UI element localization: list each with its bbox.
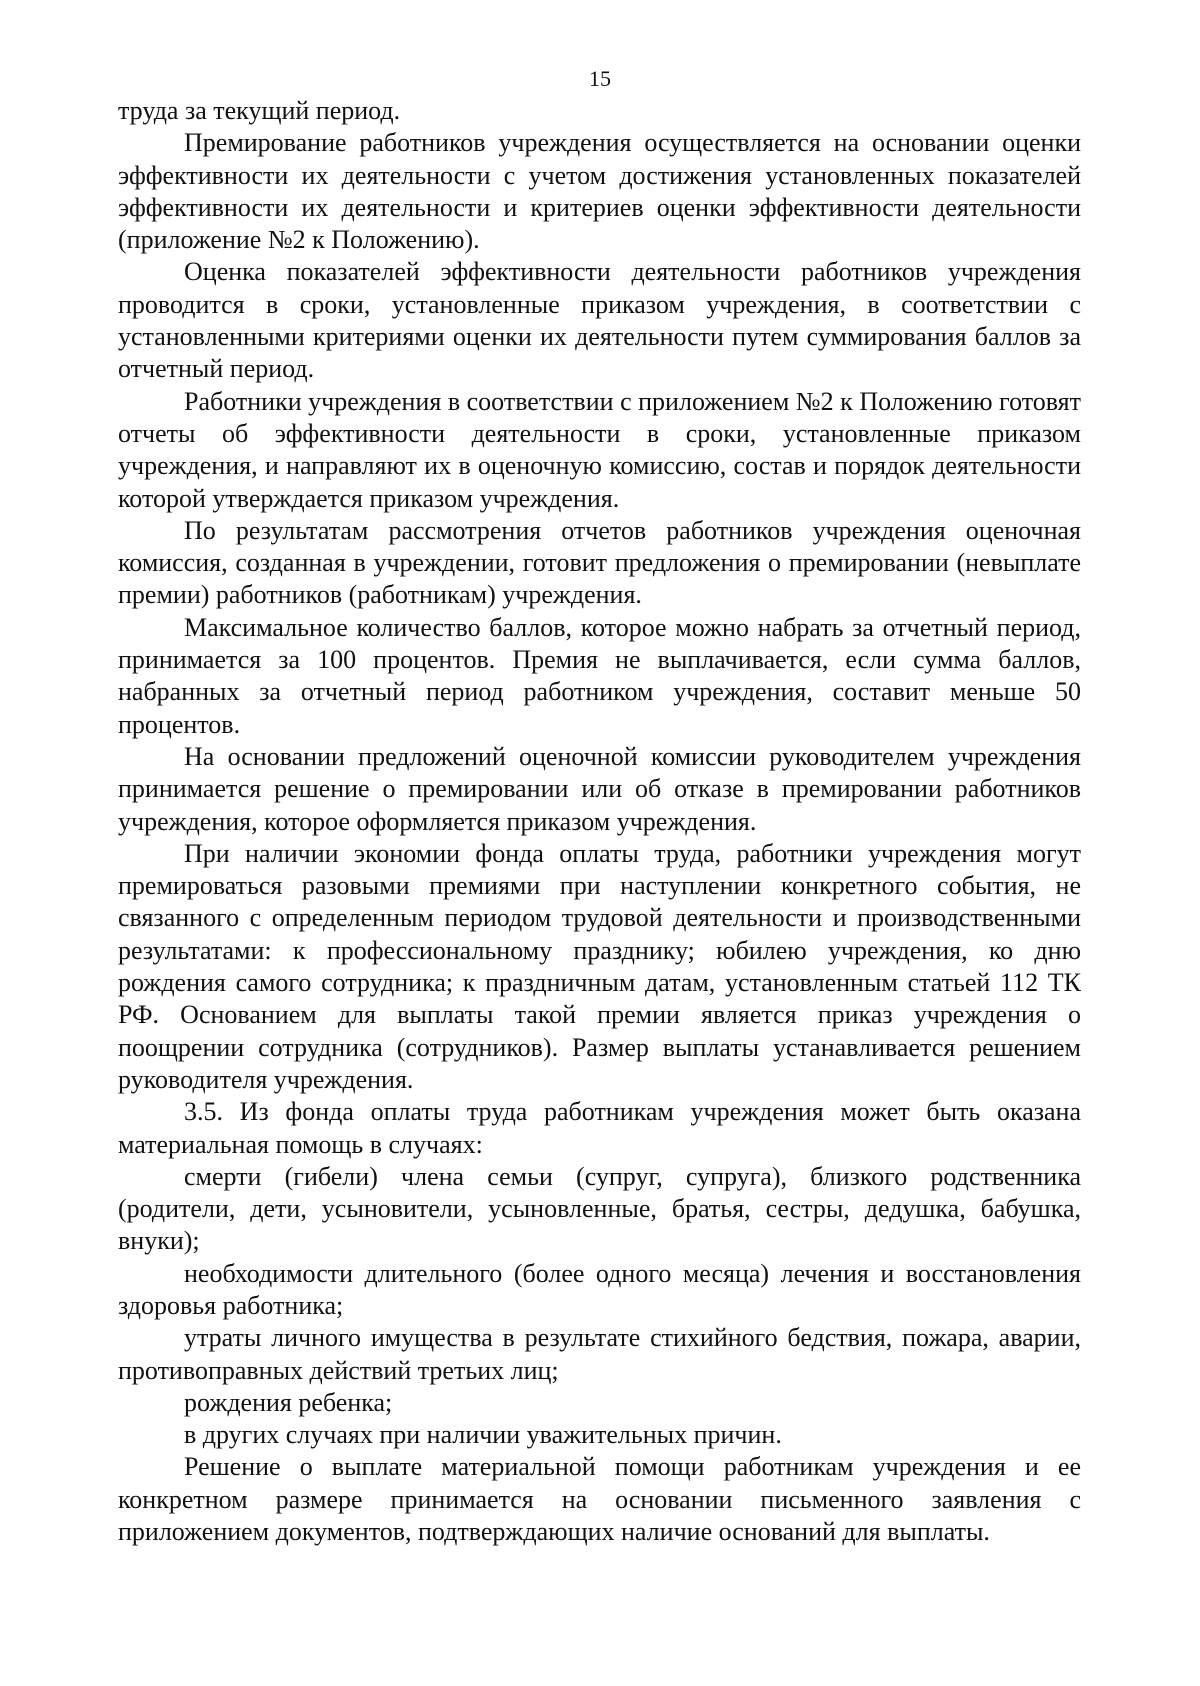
paragraph-bonus-basis: Премирование работников учреждения осуществляется на основании оценки эффективности их деятельности с учетом достижения установленных показателей эффективности их деятельности и критериев оценки эффективности деятельности (приложение №2 к Положению). (118, 128, 1081, 255)
document-body (118, 95, 1081, 1548)
paragraph-commission-proposals: По результатам рассмотрения отчетов работников учреждения оценочная комиссия, созданная в учреждении, готовит предложения о премировании (невыплате премии) работников (работникам) учреждения. (118, 515, 1081, 610)
list-item-childbirth: рождения ребенка; (184, 1387, 393, 1417)
page-number: 15 (589, 66, 611, 91)
paragraph-max-points: Максимальное количество баллов, которое можно набрать за отчетный период, принимается за 100 процентов. Премия не выплачивается, если сумма баллов, набранных за отчетный период работником учреждения, составит меньше 50 процентов. (118, 612, 1081, 739)
paragraph-section-3-5: 3.5. Из фонда оплаты труда работникам учреждения может быть оказана материальная помощь в случаях: (118, 1097, 1081, 1159)
list-item-other-cases: в других случаях при наличии уважительных причин. (184, 1420, 782, 1450)
paragraph-evaluation: Оценка показателей эффективности деятельности работников учреждения проводится в сроки, установленные приказом учреждения, в соответствии с установленными критериями оценки их деятельности путем суммирования баллов за отчетный период. (118, 257, 1081, 384)
paragraph-director-decision: На основании предложений оценочной комиссии руководителем учреждения принимается решение о премировании или об отказе в премировании работников учреждения, которое оформляется приказом учреждения. (118, 741, 1081, 836)
paragraph-one-time-bonus: При наличии экономии фонда оплаты труда, работники учреждения могут премироваться разовыми премиями при наступлении конкретного события, не связанного с определенным периодом трудовой деятельности и производственными результатами: к профессиональному празднику; юбилею учреждения, ко дню рождения самого сотрудника; к праздничным датам, установленным статьей 112 ТК РФ. Основанием для выплаты такой премии является приказ учреждения о поощрении сотрудника (сотрудников). Размер выплаты устанавливается решением руководителя учреждения. (118, 838, 1081, 1094)
list-item-treatment: необходимости длительного (более одного месяца) лечения и восстановления здоровья работника; (118, 1258, 1081, 1320)
paragraph-aid-decision: Решение о выплате материальной помощи работникам учреждения и ее конкретном размере принимается на основании письменного заявления с приложением документов, подтверждающих наличие оснований для выплаты. (118, 1452, 1081, 1547)
list-item-death: смерти (гибели) члена семьи (супруг, супруга), близкого родственника (родители, дети, усыновители, усыновленные, братья, сестры, дедушка, бабушка, внуки); (118, 1161, 1081, 1256)
list-item-property-loss: утраты личного имущества в результате стихийного бедствия, пожара, аварии, противоправных действий третьих лиц; (118, 1323, 1081, 1385)
paragraph-reports: Работники учреждения в соответствии с приложением №2 к Положению готовят отчеты об эффективности деятельности в сроки, установленные приказом учреждения, и направляют их в оценочную комиссию, состав и порядок деятельности которой утверждается приказом учреждения. (118, 386, 1081, 513)
paragraph-continuation: труда за текущий период. (118, 96, 401, 125)
